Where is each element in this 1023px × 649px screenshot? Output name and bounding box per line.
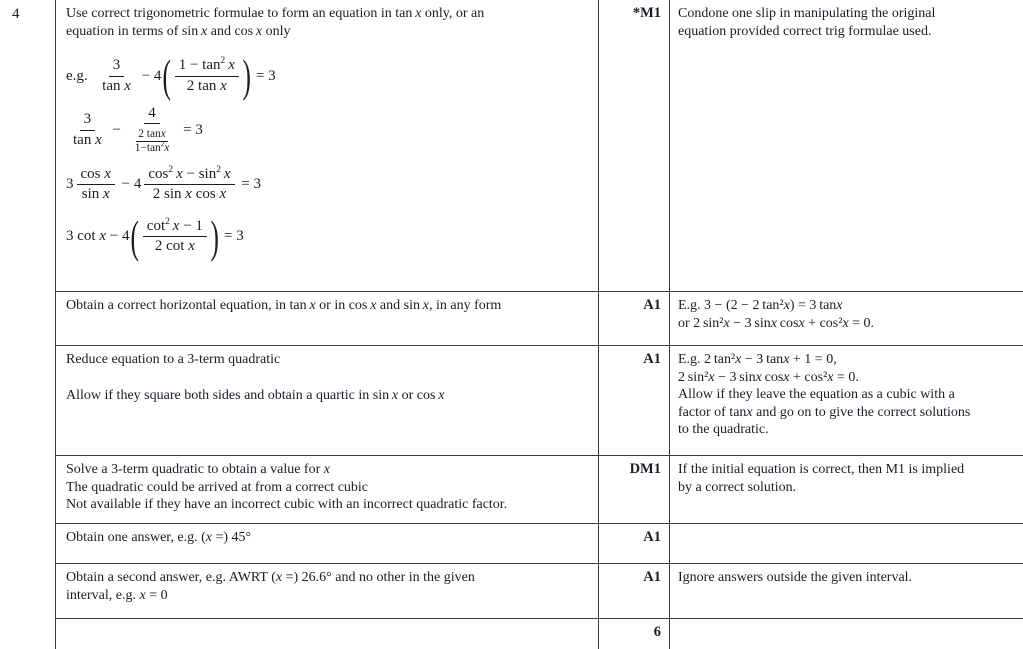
math-variable: x	[124, 77, 131, 94]
math-text: cos	[148, 165, 169, 182]
guidance-cell	[56, 346, 599, 455]
math-text: 3 cot	[66, 227, 100, 244]
mark-cell	[599, 0, 670, 291]
math-variable: x	[176, 165, 183, 182]
fraction	[69, 111, 106, 149]
mark-cell	[599, 346, 670, 455]
math-variable: x	[188, 237, 195, 254]
comment-cell	[670, 619, 1023, 649]
equation	[66, 210, 588, 262]
fraction	[77, 166, 115, 204]
text-line: Not available if they have an incorrect cubic with an incorrect quadratic factor.	[66, 497, 508, 512]
math-text: − 4	[117, 175, 142, 192]
math-superscript: 2	[220, 56, 226, 67]
math-superscript: 2	[216, 164, 221, 175]
comment-text	[678, 569, 1015, 587]
total-marks-value: 6	[653, 624, 661, 640]
fraction	[98, 57, 135, 95]
guidance-cell	[56, 0, 599, 291]
math-text: 4	[148, 105, 156, 121]
math-variable: x	[220, 77, 227, 94]
text-line: or 2 sin²x − 3 sinx cosx + cos²x = 0.	[678, 315, 875, 331]
text-line: E.g. 2 tan²x − 3 tanx + 1 = 0,	[678, 352, 837, 367]
comment-cell	[670, 292, 1023, 345]
math-text: 2 cot	[154, 237, 189, 254]
table-body	[56, 0, 1023, 649]
mark-cell	[599, 292, 670, 345]
math-text: 3	[66, 175, 74, 192]
math-variable: x	[185, 185, 192, 202]
fraction	[143, 218, 207, 256]
math-text: 3	[112, 57, 121, 74]
text-line: to the quadratic.	[678, 422, 769, 437]
fraction-denominator	[183, 77, 231, 95]
text-line: factor of tanx and go on to give the correct solutions	[678, 404, 971, 420]
guidance-cell	[56, 524, 599, 563]
parenthesized-group	[162, 50, 251, 102]
comment-cell	[670, 564, 1023, 618]
text-line: Allow if they square both sides and obtain a quartic in sin x or cos x	[66, 387, 445, 403]
text-line: Obtain a correct horizontal equation, in tan x or in cos x and sin x, in any form	[66, 298, 502, 313]
math-variable: x	[228, 57, 235, 74]
text-line: If the initial equation is correct, then M1 is implied	[678, 462, 965, 477]
comment-text	[678, 351, 1015, 439]
text-line: interval, e.g. x = 0	[66, 587, 168, 603]
fraction-numerator	[109, 57, 125, 76]
math-text: cot	[146, 217, 166, 234]
guidance-text	[66, 5, 588, 40]
math-variable: x	[172, 217, 180, 234]
math-variable: x	[103, 185, 110, 202]
fraction-denominator	[151, 237, 199, 255]
mark-value: DM1	[629, 461, 661, 477]
text-line: equation in terms of sin x and cos x only	[66, 23, 291, 39]
paren-content	[172, 57, 242, 95]
mark-value: A1	[643, 297, 661, 313]
math-text: 2 sin	[152, 185, 186, 202]
math-text: 1−tan	[134, 142, 161, 155]
math-variable: x	[95, 131, 102, 148]
guidance-cell	[56, 619, 599, 649]
equation	[66, 50, 588, 102]
table-row	[56, 0, 1023, 291]
math-text: − 4	[106, 227, 130, 244]
math-text: −	[108, 121, 125, 138]
mark-value: A1	[643, 351, 661, 367]
total-marks-cell	[599, 619, 670, 649]
text-line: Obtain one answer, e.g. (x =) 45°	[66, 530, 252, 545]
mark-cell	[599, 456, 670, 523]
math-text: = 3	[179, 121, 203, 138]
fraction-numerator	[143, 218, 207, 237]
math-text: − 4	[137, 67, 162, 84]
math-superscript: 2	[160, 140, 165, 149]
fraction	[128, 105, 177, 155]
text-line: Solve a 3-term quadratic to obtain a value for x	[66, 462, 330, 477]
table-row	[56, 345, 1023, 455]
close-paren: )	[242, 50, 251, 102]
math-text: sin	[81, 185, 103, 202]
math-text: − sin	[182, 165, 217, 182]
guidance-text	[66, 529, 588, 547]
table-row	[56, 563, 1023, 618]
math-text: tan	[102, 77, 125, 94]
fraction-denominator	[133, 142, 172, 155]
fraction-denominator	[128, 124, 177, 155]
guidance-text	[66, 461, 588, 514]
text-line: 2 sin²x − 3 sinx cosx + cos²x = 0.	[678, 369, 859, 385]
fraction	[144, 166, 234, 204]
math-text: cos	[80, 165, 105, 182]
math-variable: x	[223, 165, 231, 182]
math-variable: x	[219, 185, 227, 202]
math-text: e.g.	[66, 67, 96, 84]
open-paren: (	[162, 50, 172, 102]
text-line: E.g. 3 − (2 − 2 tan²x) = 3 tanx	[678, 298, 843, 313]
text-line: Condone one slip in manipulating the original	[678, 6, 936, 21]
fraction-numerator	[80, 111, 96, 130]
text-line: Allow if they leave the equation as a cubic with a	[678, 387, 955, 402]
blank-line	[66, 369, 588, 387]
fraction-denominator	[78, 185, 114, 203]
example-equations	[66, 50, 588, 262]
comment-text	[678, 297, 1015, 332]
comment-cell	[670, 524, 1023, 563]
mark-value: A1	[643, 569, 661, 585]
text-line: Obtain a second answer, e.g. AWRT (x =) 26.6° and no other in the given	[66, 570, 475, 585]
equation	[66, 105, 588, 155]
comment-text	[678, 5, 1015, 40]
math-superscript: 2	[165, 216, 170, 227]
math-text: − 1	[179, 217, 203, 234]
fraction-denominator	[98, 77, 135, 95]
math-text: 1 − tan	[178, 57, 221, 74]
guidance-text	[66, 351, 588, 404]
comment-cell	[670, 0, 1023, 291]
comment-cell	[670, 346, 1023, 455]
fraction	[133, 128, 172, 155]
guidance-cell	[56, 292, 599, 345]
fraction	[175, 57, 239, 95]
text-line: equation provided correct trig formulae used.	[678, 23, 932, 39]
equation	[66, 161, 588, 207]
text-line: Ignore answers outside the given interval.	[678, 570, 913, 585]
fraction-numerator	[144, 105, 160, 124]
table-row	[56, 291, 1023, 345]
math-variable: x	[164, 142, 170, 155]
question-number: 4	[12, 6, 20, 22]
mark-cell	[599, 564, 670, 618]
guidance-text	[66, 297, 588, 315]
guidance-text	[66, 569, 588, 604]
text-line: Use correct trigonometric formulae to form an equation in tan x only, or an	[66, 6, 485, 21]
text-line: Reduce equation to a 3-term quadratic	[66, 352, 281, 367]
table-row	[56, 618, 1023, 649]
math-text: 3	[83, 111, 92, 128]
open-paren: (	[130, 210, 140, 262]
math-text: = 3	[237, 175, 262, 192]
guidance-cell	[56, 456, 599, 523]
text-line: by a correct solution.	[678, 479, 797, 495]
mark-value: *M1	[632, 5, 661, 21]
math-text: = 3	[220, 227, 244, 244]
math-superscript: 2	[168, 164, 174, 175]
math-variable: x	[99, 227, 106, 244]
math-text: cos	[191, 185, 220, 202]
math-text: = 3	[252, 67, 276, 84]
paren-content	[140, 218, 210, 256]
guidance-cell	[56, 564, 599, 618]
table-row	[56, 523, 1023, 563]
math-variable: x	[160, 128, 166, 141]
fraction-denominator	[69, 131, 106, 149]
math-variable: x	[104, 165, 111, 182]
math-text: tan	[73, 131, 96, 148]
fraction-numerator	[77, 166, 115, 185]
question-number-cell	[0, 0, 56, 649]
math-text: 2 tan	[138, 128, 161, 141]
mark-cell	[599, 524, 670, 563]
mark-value: A1	[643, 529, 661, 545]
fraction-denominator	[149, 185, 230, 203]
comment-cell	[670, 456, 1023, 523]
fraction-numerator	[144, 166, 234, 185]
math-text: 2 tan	[186, 77, 221, 94]
parenthesized-group	[130, 210, 219, 262]
comment-text	[678, 461, 1015, 496]
text-line: The quadratic could be arrived at from a correct cubic	[66, 479, 369, 495]
table-row	[56, 455, 1023, 523]
close-paren: )	[210, 210, 219, 262]
fraction-numerator	[175, 57, 239, 76]
